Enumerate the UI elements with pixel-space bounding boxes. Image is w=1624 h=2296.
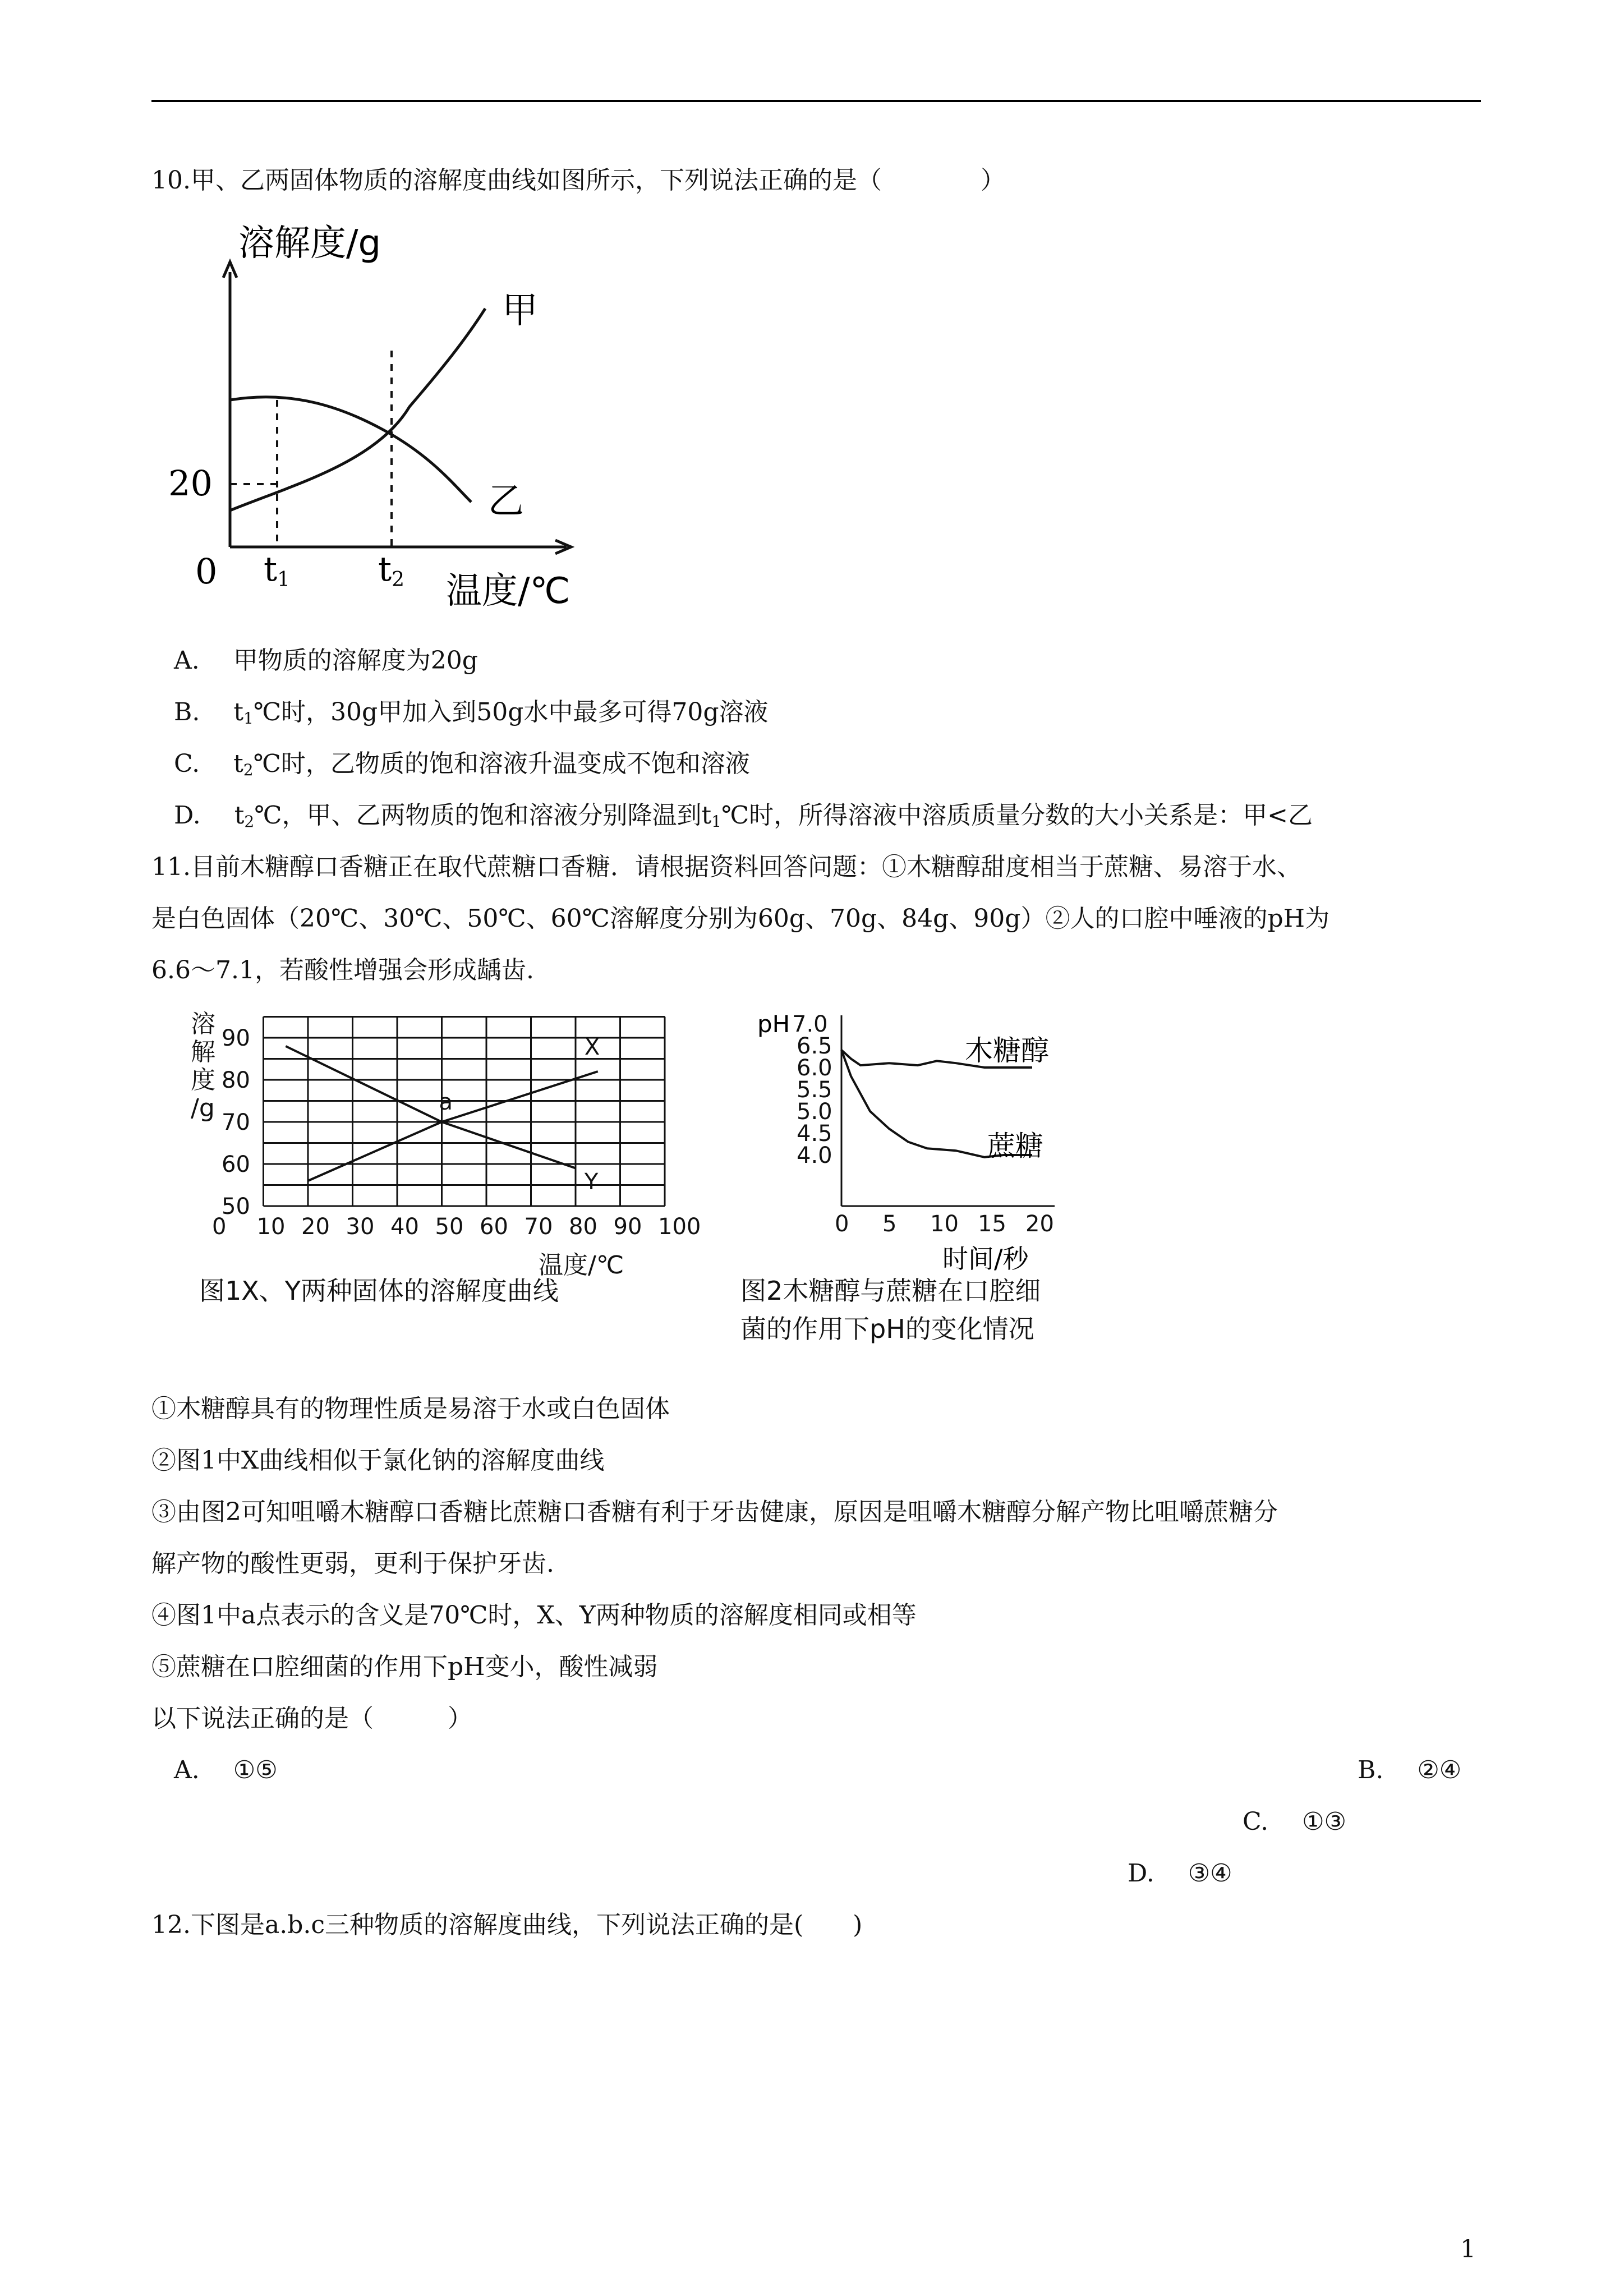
fig2-ylabel: pH	[757, 1010, 790, 1038]
fig1-point-a: a	[439, 1089, 453, 1115]
fig1-xtick: 70	[524, 1214, 553, 1240]
q11-option-a[interactable]: A. ①⑤	[174, 1756, 278, 1784]
fig1-xtick: 90	[613, 1214, 642, 1240]
fig1-caption: 图1X、Y两种固体的溶解度曲线	[199, 1276, 559, 1306]
fig1-label-x: X	[584, 1034, 600, 1060]
fig2-ytick: 6.0	[797, 1055, 832, 1081]
fig1-xtick: 60	[480, 1214, 508, 1240]
q11-statement-5: ⑤蔗糖在口腔细菌的作用下pH变小，酸性减弱	[151, 1653, 658, 1681]
fig2-caption-line-1: 图2木糖醇与蔗糖在口腔细	[740, 1276, 1041, 1306]
q11-stem-line-2: 是白色固体（20℃、30℃、50℃、60℃溶解度分别为60g、70g、84g、90g）②人的口腔中唾液的pH为	[151, 904, 1329, 933]
q10-xlabel: 温度/℃	[446, 570, 571, 612]
fig1-ytick: 90	[222, 1025, 250, 1051]
fig1-label-y: Y	[584, 1169, 599, 1195]
fig2-xtick: 5	[882, 1211, 897, 1237]
fig1-ylabel-4: /g	[191, 1094, 215, 1122]
fig2-ytick: 5.5	[797, 1077, 832, 1103]
fig1-ylabel-1: 溶	[191, 1010, 215, 1038]
q11-statement-1: ①木糖醇具有的物理性质是易溶于水或白色固体	[151, 1395, 670, 1423]
q11-statement-3a: ③由图2可知咀嚼木糖醇口香糖比蔗糖口香糖有利于牙齿健康，原因是咀嚼木糖醇分解产物比咀嚼蔗糖分	[151, 1498, 1278, 1526]
q11-stem-line-1: 11.目前木糖醇口香糖正在取代蔗糖口香糖．请根据资料回答问题：①木糖醇甜度相当于蔗糖、易溶于水、	[151, 853, 1301, 881]
page-number: 1	[1460, 2235, 1476, 2263]
fig1-ytick: 60	[222, 1152, 250, 1177]
q11-statement-2: ②图1中X曲线相似于氯化钠的溶解度曲线	[151, 1446, 605, 1475]
q11-fig2-ph-chart	[740, 1004, 1099, 1285]
q10-xtick-t2: t2	[378, 550, 405, 591]
q11-stem-line-3: 6.6～7.1，若酸性增强会形成龋齿.	[151, 956, 534, 984]
q11-option-c[interactable]: C. ①③	[1243, 1807, 1346, 1836]
q10-option-d[interactable]: D. $t_2℃$，甲、乙两物质的饱和溶液分别降温到$t_1℃$时，所得溶液中溶质质量分数的大小关系是：甲<乙	[174, 801, 1313, 831]
q10-jia-curve	[230, 309, 485, 510]
fig1-xtick: 80	[569, 1214, 597, 1240]
fig1-xtick: 100	[658, 1214, 701, 1240]
q10-option-a[interactable]: A. 甲物质的溶解度为20g	[174, 646, 478, 675]
q10-xtick-t1: t1	[264, 550, 291, 591]
q11-option-d[interactable]: D. ③④	[1128, 1859, 1232, 1888]
fig1-xlabel: 温度/℃	[539, 1251, 624, 1280]
fig1-xtick: 30	[346, 1214, 375, 1240]
fig1-ytick: 70	[222, 1110, 250, 1135]
fig2-xtick: 0	[835, 1211, 849, 1237]
fig1-ylabel-2: 解	[191, 1038, 215, 1066]
fig1-xtick: 20	[301, 1214, 330, 1240]
fig2-xtick: 20	[1025, 1211, 1054, 1237]
fig1-ytick: 80	[222, 1068, 250, 1093]
fig2-ytick: 4.0	[797, 1143, 832, 1168]
q10-origin: 0	[195, 551, 218, 592]
fig1-xtick: 40	[390, 1214, 419, 1240]
fig2-xlabel: 时间/秒	[942, 1244, 1029, 1274]
q10-label-yi: 乙	[488, 481, 524, 522]
fig2-ytick: 4.5	[797, 1121, 832, 1147]
q11-option-b[interactable]: B. ②④	[1358, 1756, 1462, 1784]
q10-yi-curve	[230, 397, 471, 502]
q10-option-c[interactable]: C. $t_2℃$时，乙物质的饱和溶液升温变成不饱和溶液	[174, 749, 750, 779]
fig2-xtick: 15	[978, 1211, 1006, 1237]
q10-stem: 10.甲、乙两固体物质的溶解度曲线如图所示，下列说法正确的是（ ）	[151, 166, 1005, 195]
q11-statement-4: ④图1中a点表示的含义是70℃时，X、Y两种物质的溶解度相同或相等	[151, 1601, 917, 1630]
fig2-caption-line-2: 菌的作用下pH的变化情况	[740, 1314, 1034, 1344]
q11-ask: 以下说法正确的是（ ）	[151, 1704, 472, 1733]
q11-statement-3b: 解产物的酸性更弱，更利于保护牙齿.	[151, 1549, 554, 1578]
fig2-label-top: 木糖醇	[965, 1034, 1049, 1067]
fig1-series-Y	[286, 1046, 576, 1168]
fig1-ylabel-3: 度	[191, 1066, 215, 1094]
fig1-xtick: 10	[256, 1214, 286, 1240]
fig1-ytick: 50	[222, 1194, 250, 1220]
q12-stem: 12.下图是a.b.c三种物质的溶解度曲线，下列说法正确的是( )	[151, 1911, 863, 1939]
fig2-ytick: 7.0	[792, 1011, 828, 1037]
fig2-ytick: 5.0	[797, 1099, 832, 1125]
q10-label-jia: 甲	[502, 290, 538, 332]
fig2-label-bottom: 蔗糖	[987, 1130, 1043, 1162]
q10-ytick-20: 20	[168, 463, 213, 504]
q10-option-b[interactable]: B. $t_1℃$时，30g甲加入到50g水中最多可得70g溶液	[174, 698, 769, 728]
q10-solubility-chart	[163, 222, 628, 614]
fig1-xtick: 0	[212, 1214, 227, 1240]
fig2-ytick: 6.5	[797, 1033, 832, 1059]
q10-ylabel: 溶解度/g	[238, 223, 381, 264]
header-rule	[151, 100, 1481, 102]
fig2-xtick: 10	[930, 1211, 959, 1237]
fig1-xtick: 50	[435, 1214, 464, 1240]
